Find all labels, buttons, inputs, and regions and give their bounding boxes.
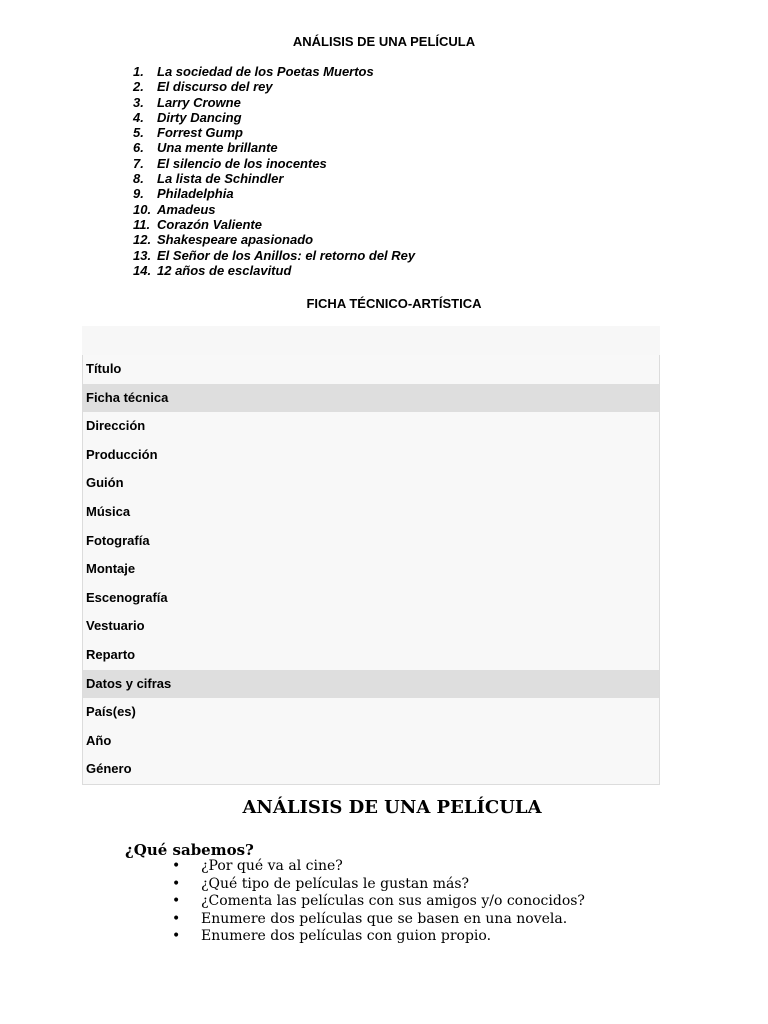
movie-title: Forrest Gump	[157, 125, 243, 141]
movie-list	[133, 64, 415, 278]
table-row: País(es)	[83, 698, 659, 727]
table-row: Guión	[83, 469, 659, 498]
list-item	[133, 232, 415, 247]
question-text: ¿Qué tipo de películas le gustan más?	[201, 875, 470, 892]
movie-title: 12 años de esclavitud	[157, 262, 292, 278]
movie-title: Dirty Dancing	[157, 109, 242, 125]
list-item	[133, 64, 415, 79]
table-row: Vestuario	[83, 612, 659, 641]
list-item	[133, 140, 415, 155]
list-item	[133, 95, 415, 110]
table-row: Título	[83, 355, 659, 384]
table-row: Música	[83, 498, 659, 527]
bullet-icon: •	[172, 858, 181, 874]
list-item	[133, 156, 415, 171]
list-item	[133, 202, 415, 217]
table-row: Dirección	[83, 412, 659, 441]
movie-title: Una mente brillante	[157, 140, 278, 156]
question-list	[172, 858, 585, 946]
list-item-number: 10.	[133, 201, 152, 217]
ficha-table	[82, 355, 660, 785]
movie-title: El discurso del rey	[157, 79, 273, 95]
table-row: Producción	[83, 441, 659, 470]
movie-title: El silencio de los inocentes	[157, 155, 327, 171]
list-item	[133, 263, 415, 278]
question-item	[172, 911, 585, 929]
table-row: Año	[83, 727, 659, 756]
list-item	[133, 110, 415, 125]
list-item	[133, 248, 415, 263]
table-row: Montaje	[83, 555, 659, 584]
movie-title: El Señor de los Anillos: el retorno del Rey	[157, 247, 416, 263]
movie-title: Larry Crowne	[157, 94, 241, 110]
list-item-number: 12.	[133, 232, 152, 248]
question-text: ¿Por qué va al cine?	[201, 858, 343, 874]
table-row: Género	[83, 755, 659, 784]
question-item	[172, 893, 585, 911]
table-row: Reparto	[83, 641, 659, 670]
question-text: ¿Comenta las películas con sus amigos y/o conocidos?	[201, 893, 585, 910]
question-item	[172, 858, 585, 876]
bullet-icon: •	[172, 893, 181, 910]
list-item	[133, 171, 415, 186]
ficha-title: FICHA TÉCNICO-ARTÍSTICA	[306, 296, 482, 311]
movie-title: Corazón Valiente	[157, 216, 262, 232]
list-item-number: 4.	[133, 109, 144, 125]
movie-title: Amadeus	[157, 201, 216, 217]
list-item-number: 13.	[133, 247, 152, 263]
list-item	[133, 125, 415, 140]
list-item-number: 14.	[133, 262, 152, 278]
bullet-icon: •	[172, 875, 181, 892]
question-item	[172, 928, 585, 946]
analysis-title: ANÁLISIS DE UNA PELÍCULA	[242, 797, 542, 818]
list-item	[133, 217, 415, 232]
question-text: Enumere dos películas con guion propio.	[201, 928, 492, 945]
list-item-number: 2.	[133, 79, 144, 95]
table-row: Fotografía	[83, 527, 659, 556]
list-item-number: 6.	[133, 140, 144, 156]
table-header-band	[82, 326, 660, 356]
table-section-row: Ficha técnica	[83, 384, 659, 413]
list-item-number: 8.	[133, 171, 144, 187]
movie-title: La sociedad de los Poetas Muertos	[157, 64, 374, 79]
list-item	[133, 79, 415, 94]
list-item-number: 1.	[133, 64, 144, 79]
movie-title: Philadelphia	[157, 186, 234, 202]
bullet-icon: •	[172, 928, 181, 945]
list-item-number: 11.	[133, 216, 151, 232]
list-item-number: 7.	[133, 155, 144, 171]
list-item-number: 3.	[133, 94, 144, 110]
table-section-row: Datos y cifras	[83, 670, 659, 699]
table-row: Escenografía	[83, 584, 659, 613]
movie-title: Shakespeare apasionado	[157, 232, 314, 248]
analysis-subtitle: ¿Qué sabemos?	[125, 841, 254, 859]
question-item	[172, 876, 585, 894]
list-item	[133, 186, 415, 201]
list-item-number: 9.	[133, 186, 144, 202]
bullet-icon: •	[172, 910, 181, 927]
movie-title: La lista de Schindler	[157, 171, 284, 187]
page-title: ANÁLISIS DE UNA PELÍCULA	[292, 34, 476, 49]
question-text: Enumere dos películas que se basen en una novela.	[201, 910, 568, 927]
list-item-number: 5.	[133, 125, 144, 141]
